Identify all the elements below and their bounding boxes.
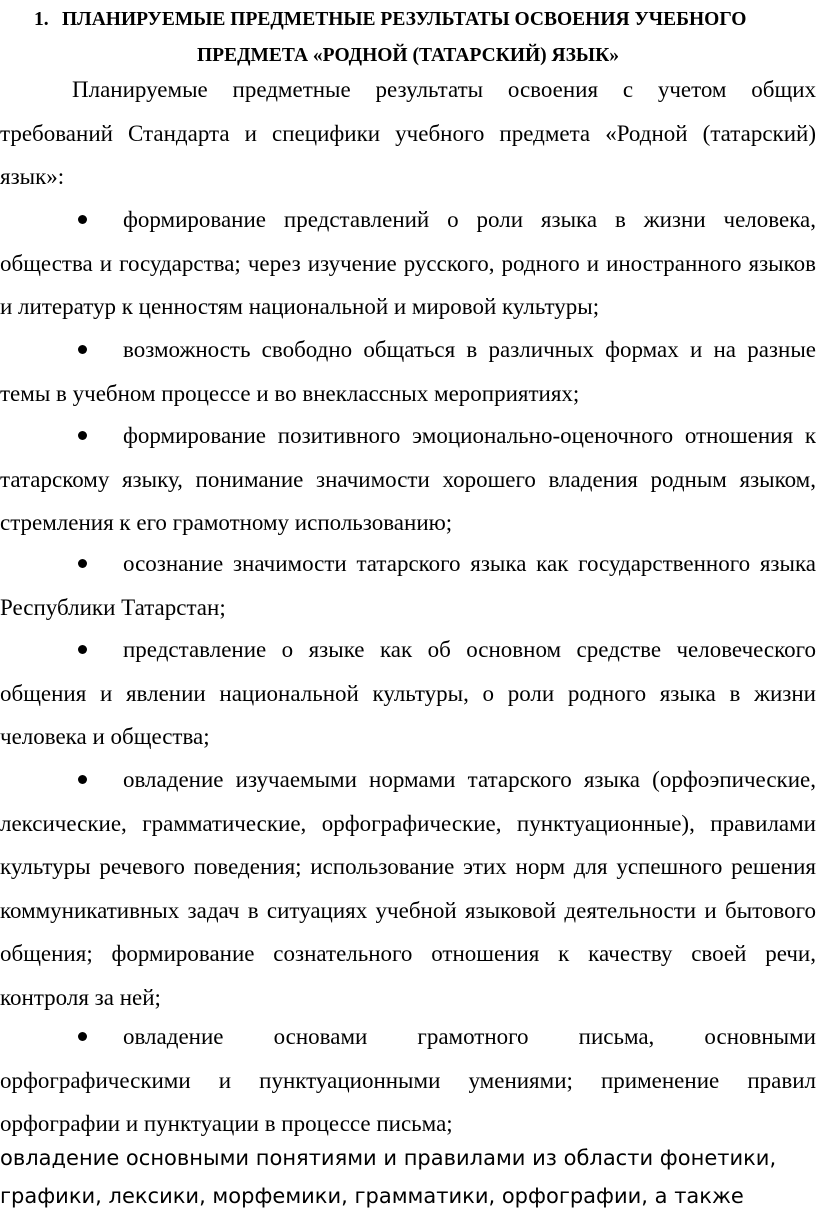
closing-line-1: овладение основными понятиями и правилами из области фонетики, — [0, 1146, 777, 1170]
bullet-item-1 — [0, 198, 816, 329]
heading-line-1-text: ПЛАНИРУЕМЫЕ ПРЕДМЕТНЫЕ РЕЗУЛЬТАТЫ ОСВОЕНИЯ УЧЕБНОГО — [62, 9, 747, 30]
bullet-text-5: представление о языке как об основном средстве человеческого общения и явлении национальной культуры, о роли родного языка в жизни человека и общества; — [0, 637, 816, 749]
bullet-text-1: формирование представлений о роли языка в жизни человека, общества и государства; через изучение русского, родного и иностранного языков и литератур к ценностям национальной и мировой культуры; — [0, 207, 816, 319]
bullet-text-7: овладение основами грамотного письма, основными орфографическими и пунктуационными умениями; применение правил орфографии и пунктуации в процессе письма; — [0, 1024, 816, 1136]
bullet-text-3: формирование позитивного эмоционально-оценочного отношения к татарскому языку, понимание значимости хорошего владения родным языком, стремления к его грамотному использованию; — [0, 423, 816, 535]
bullet-item-4 — [0, 542, 816, 629]
heading-line-2: ПРЕДМЕТА «РОДНОЙ (ТАТАРСКИЙ) ЯЗЫК» — [197, 45, 619, 66]
closing-line-2: графики, лексики, морфемики, грамматики, орфографии, а также — [0, 1184, 744, 1208]
heading-line-1 — [34, 2, 746, 38]
bullet-item-3 — [0, 414, 816, 545]
intro-paragraph: Планируемые предметные результаты освоения с учетом общих требований Стандарта и специфики учебного предмета «Родной (татарский) язык»: — [0, 77, 816, 189]
bullet-text-6: овладение изучаемыми нормами татарского языка (орфоэпические, лексические, грамматические, орфографические, пунктуационные), правилами культуры речевого поведения; использование этих норм для успешного решения коммуникативных задач в ситуациях учебной языковой деятельности и бытового общения; формирование сознательного отношения к качеству своей речи, контроля за ней; — [0, 767, 816, 1010]
bullet-item-5 — [0, 628, 816, 759]
bullet-text-2: возможность свободно общаться в различных формах и на разные темы в учебном процессе и во внеклассных мероприятиях; — [0, 337, 816, 406]
bullet-item-6 — [0, 758, 816, 1019]
heading-number: 1. — [34, 9, 49, 30]
bullet-item-2 — [0, 328, 816, 415]
bullet-item-7 — [0, 1015, 816, 1146]
bullet-text-4: осознание значимости татарского языка как государственного языка Республики Татарстан; — [0, 551, 816, 620]
